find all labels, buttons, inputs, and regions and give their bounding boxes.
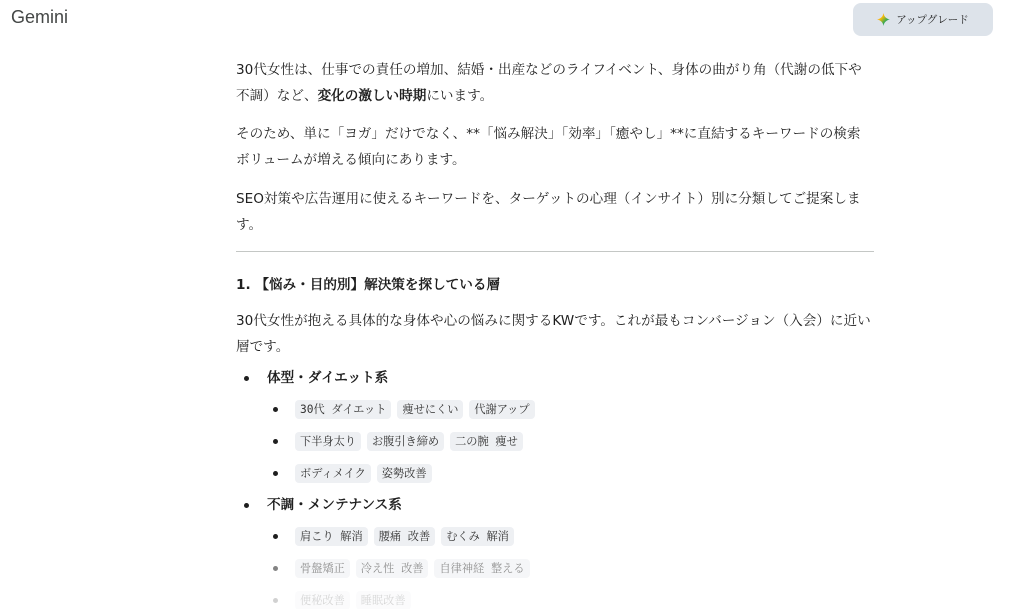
keyword-row	[236, 588, 874, 609]
category-label: 不調・メンテナンス系	[267, 497, 402, 513]
keyword-row	[236, 429, 874, 453]
upgrade-label: アップグレード	[896, 14, 969, 26]
keyword-chip: 姿勢改善	[377, 464, 432, 483]
keyword-chip: 30代 ダイエット	[295, 400, 391, 419]
keyword-row	[236, 397, 874, 421]
keyword-chip: 睡眠改善	[356, 591, 411, 609]
intro-paragraph-1	[236, 58, 874, 109]
intro-paragraph-1-text: 30代女性は、仕事での責任の増加、結婚・出産などのライフイベント、身体の曲がり角（代謝の低下や不調）など、	[236, 62, 862, 104]
bullet-icon	[273, 439, 278, 444]
bullet-icon	[273, 407, 278, 412]
keyword-row	[236, 461, 874, 485]
upgrade-button[interactable]	[853, 3, 993, 36]
bullet-icon	[273, 566, 278, 571]
keyword-chip: 冷え性 改善	[356, 559, 429, 578]
section-heading: 1. 【悩み・目的別】解決策を探している層	[236, 277, 501, 293]
keyword-row	[236, 556, 874, 580]
keyword-chip: 肩こり 解消	[295, 527, 368, 546]
response-content	[236, 58, 874, 609]
keyword-chip: むくみ 解消	[441, 527, 514, 546]
keyword-chip: 痩せにくい	[397, 400, 463, 419]
keyword-chip: 便秘改善	[295, 591, 350, 609]
category-label: 体型・ダイエット系	[267, 370, 389, 386]
gemini-sparkle-icon	[877, 13, 890, 26]
app-brand[interactable]: Gemini	[11, 7, 69, 27]
category-item	[236, 366, 874, 390]
keyword-chip: 腰痛 改善	[374, 527, 436, 546]
bullet-icon	[273, 471, 278, 476]
bullet-icon	[244, 376, 249, 381]
keyword-chip: お腹引き締め	[367, 432, 444, 451]
intro-paragraph-3: SEO対策や広告運用に使えるキーワードを、ターゲットの心理（インサイト）別に分類してご提案します。	[236, 191, 861, 233]
keyword-chip: 代謝アップ	[469, 400, 534, 419]
bullet-icon	[244, 503, 249, 508]
bullet-icon	[273, 598, 278, 603]
intro-paragraph-2: そのため、単に「ヨガ」だけでなく、**「悩み解決」「効率」「癒やし」**に直結するキーワードの検索ボリュームが増える傾向にあります。	[236, 126, 861, 168]
keyword-chip: 二の腕 痩せ	[450, 432, 523, 451]
keyword-chip: 下半身太り	[295, 432, 361, 451]
section-description: 30代女性が抱える具体的な身体や心の悩みに関するKWです。これが最もコンバージョン（入会）に近い層です。	[236, 313, 871, 355]
category-item	[236, 493, 874, 517]
keyword-chip: ボディメイク	[295, 464, 371, 483]
keyword-row	[236, 524, 874, 548]
bullet-icon	[273, 534, 278, 539]
section-divider	[236, 251, 874, 252]
intro-paragraph-1-tail: にいます。	[426, 87, 494, 104]
keyword-chip: 骨盤矯正	[295, 559, 350, 578]
keyword-chip: 自律神経 整える	[434, 559, 529, 578]
intro-paragraph-1-bold: 変化の激しい時期	[317, 87, 427, 104]
